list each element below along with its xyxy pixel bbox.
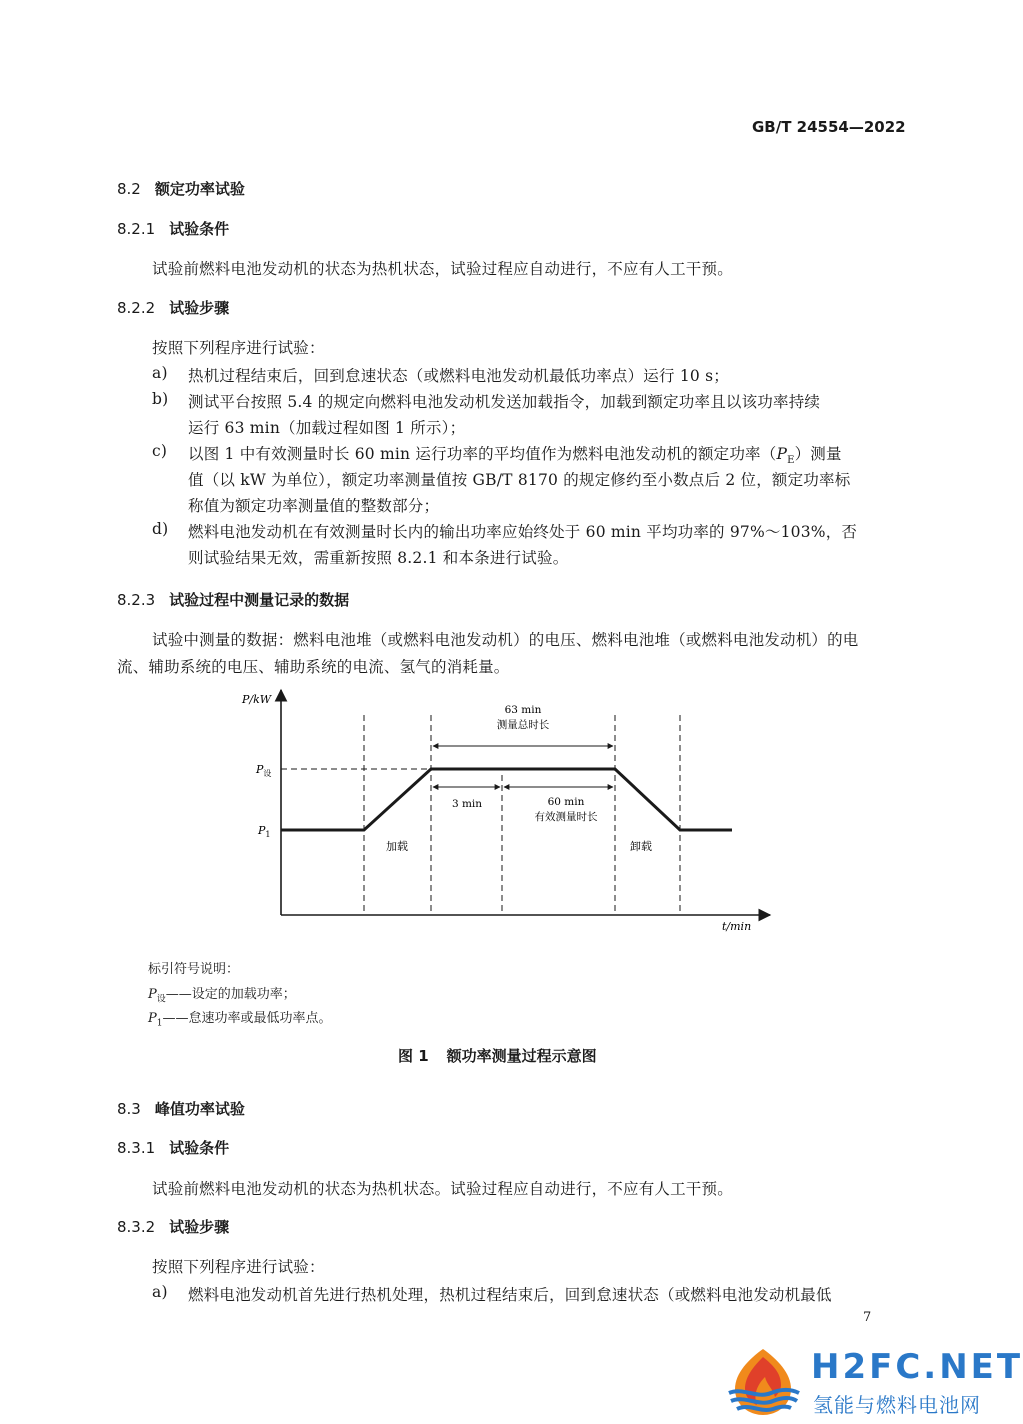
subscript: 1 xyxy=(156,1018,163,1029)
section-title: 额定功率试验 xyxy=(154,180,245,198)
figure-caption xyxy=(398,1045,597,1066)
section-title: 试验条件 xyxy=(169,220,230,238)
site-watermark xyxy=(723,1345,1023,1419)
list-marker: a) xyxy=(152,1283,168,1301)
caption-number: 图 1 xyxy=(398,1047,429,1065)
standard-number: GB/T 24554—2022 xyxy=(752,118,906,136)
list-item-text: 运行 63 min（加载过程如图 1 所示）； xyxy=(188,419,466,437)
loading-label: 加载 xyxy=(386,840,408,853)
legend-desc: ——怠速功率或最低功率点。 xyxy=(162,1011,332,1026)
section-number: 8.2.3 xyxy=(117,591,156,609)
paragraph: 按照下列程序进行试验： xyxy=(152,1258,325,1276)
section-8-3-heading xyxy=(117,1098,245,1119)
paragraph: 试验前燃料电池发动机的状态为热机状态。试验过程应自动进行，不应有人工干预。 xyxy=(152,1180,733,1198)
stab-time-value: 3 min xyxy=(451,798,483,810)
symbol: P xyxy=(148,1011,157,1026)
list-item-text: 燃料电池发动机在有效测量时长内的输出功率应始终处于 60 min 平均功率的 97%～103%，否 xyxy=(188,523,858,541)
section-title: 试验过程中测量记录的数据 xyxy=(169,591,350,609)
paragraph: 试验中测量的数据：燃料电池堆（或燃料电池发动机）的电压、燃料电池堆（或燃料电池发动机）的电 xyxy=(152,631,859,649)
watermark-brand: H2FC.NET xyxy=(811,1347,1023,1387)
section-number: 8.2 xyxy=(117,180,141,198)
list-marker: b) xyxy=(152,390,169,408)
section-number: 8.3 xyxy=(117,1100,141,1118)
total-time-value: 63 min xyxy=(504,704,542,716)
section-number: 8.3.1 xyxy=(117,1139,156,1157)
power-curve xyxy=(281,769,732,830)
caption-text: 额功率测量过程示意图 xyxy=(446,1047,597,1065)
symbol: P xyxy=(258,824,266,837)
section-number: 8.3.2 xyxy=(117,1218,156,1236)
symbol: P xyxy=(776,445,788,463)
legend-item-p1 xyxy=(148,1007,332,1029)
section-8-3-1-heading xyxy=(117,1137,229,1158)
section-number: 8.2.1 xyxy=(117,220,156,238)
list-item-text: 燃料电池发动机首先进行热机处理，热机过程结束后，回到怠速状态（或燃料电池发动机最低 xyxy=(188,1286,832,1304)
subscript: 1 xyxy=(265,830,271,839)
watermark-subtitle: 氢能与燃料电池网 xyxy=(813,1393,981,1417)
subscript: E xyxy=(787,455,795,467)
list-marker: a) xyxy=(152,364,168,382)
text-span: 以图 1 中有效测量时长 60 min 运行功率的平均值作为燃料电池发动机的额定功率（ xyxy=(188,445,777,463)
section-number: 8.2.2 xyxy=(117,299,156,317)
paragraph: 试验前燃料电池发动机的状态为热机状态，试验过程应自动进行，不应有人工干预。 xyxy=(152,260,733,278)
eff-time-value: 60 min xyxy=(547,796,585,808)
total-time-label: 测量总时长 xyxy=(496,719,550,731)
symbol: P xyxy=(148,987,157,1002)
unloading-label: 卸载 xyxy=(630,840,652,853)
list-marker: c) xyxy=(152,442,168,460)
subscript: 设 xyxy=(263,769,272,778)
text-span: ）测量 xyxy=(794,445,842,463)
legend-item-p-set xyxy=(148,983,296,1005)
section-title: 试验步骤 xyxy=(169,299,230,317)
legend-desc: ——设定的加载功率； xyxy=(165,987,296,1002)
subscript: 设 xyxy=(156,994,166,1005)
list-item-text: 则试验结果无效，需重新按照 8.2.1 和本条进行试验。 xyxy=(188,549,569,567)
section-8-3-2-heading xyxy=(117,1216,229,1237)
list-item-text: 测试平台按照 5.4 的规定向燃料电池发动机发送加载指令，加载到额定功率且以该功率持续 xyxy=(188,393,821,411)
section-title: 试验步骤 xyxy=(169,1218,230,1236)
flame-logo-icon xyxy=(723,1345,803,1419)
list-item-text: 热机过程结束后，回到怠速状态（或燃料电池发动机最低功率点）运行 10 s； xyxy=(188,367,729,385)
x-axis-label: t/min xyxy=(722,920,752,933)
p1-label xyxy=(257,824,271,839)
list-marker: d) xyxy=(152,520,169,538)
legend-title: 标引符号说明： xyxy=(148,962,240,977)
page-number: 7 xyxy=(863,1310,872,1325)
paragraph: 流、辅助系统的电压、辅助系统的电流、氢气的消耗量。 xyxy=(117,658,510,676)
symbol: P xyxy=(256,763,264,776)
eff-time-label: 有效测量时长 xyxy=(534,811,598,823)
list-item-text: 值（以 kW 为单位），额定功率测量值按 GB/T 8170 的规定修约至小数点后 2 位，额定功率标 xyxy=(188,471,851,489)
p-set-label xyxy=(255,763,271,778)
list-item-text: 称值为额定功率测量值的整数部分； xyxy=(188,497,440,515)
section-title: 峰值功率试验 xyxy=(154,1100,245,1118)
y-axis-label: P/kW xyxy=(242,693,272,706)
section-title: 试验条件 xyxy=(169,1139,230,1157)
paragraph: 按照下列程序进行试验： xyxy=(152,339,325,357)
